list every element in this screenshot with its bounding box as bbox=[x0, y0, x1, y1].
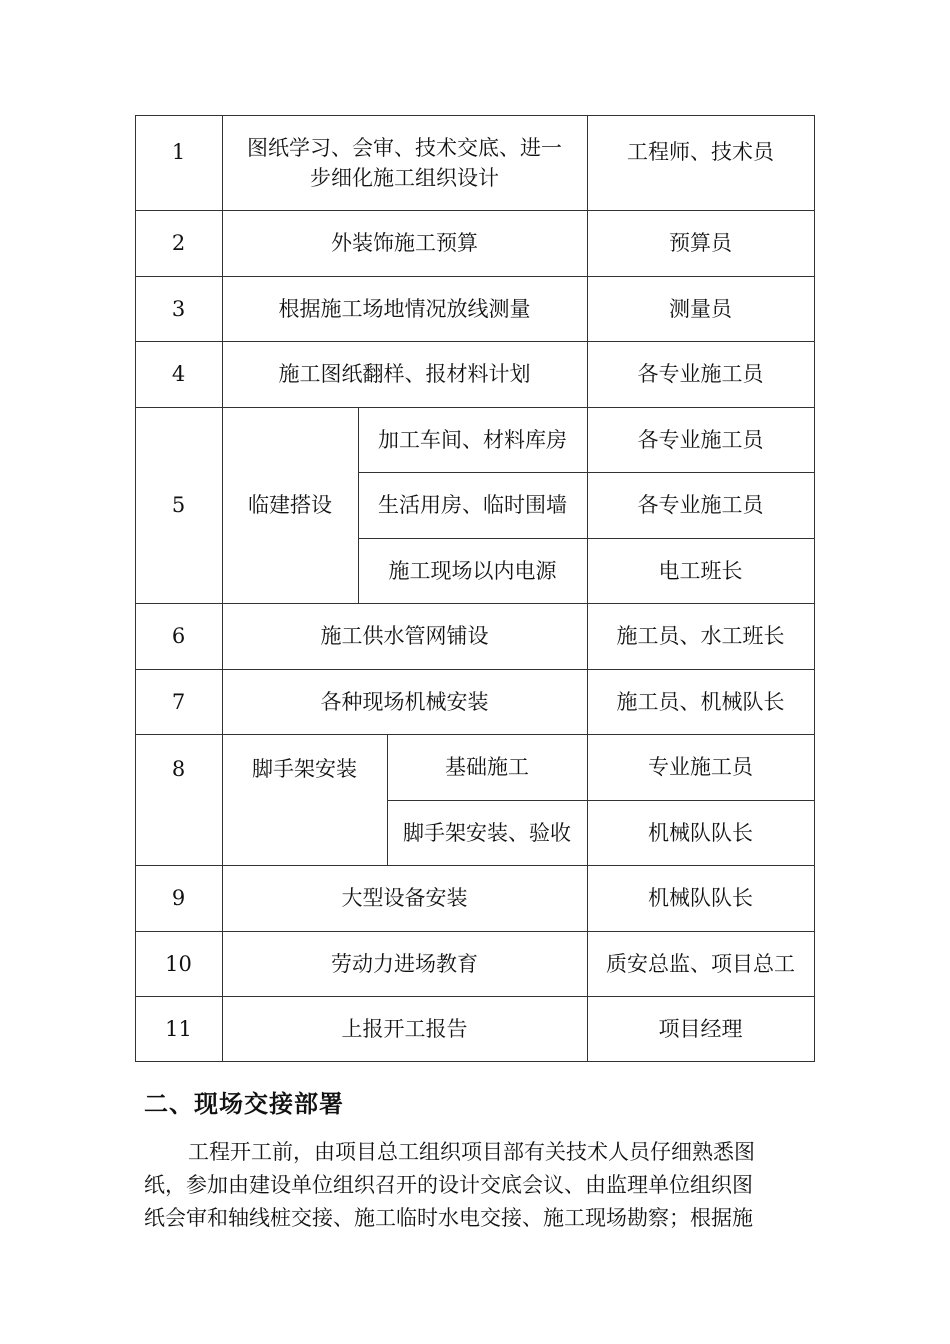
owner-cell: 施工员、机械队长 bbox=[616, 689, 785, 714]
task-cell bbox=[222, 115, 587, 210]
owner-cell: 各专业施工员 bbox=[637, 362, 764, 386]
task-line: 步细化施工组织设计 bbox=[310, 165, 499, 190]
row-number: 3 bbox=[171, 296, 186, 321]
table-rule bbox=[135, 1061, 815, 1062]
owner-cell: 电工班长 bbox=[658, 558, 743, 583]
task-cell: 上报开工报告 bbox=[341, 1016, 468, 1041]
task-cell: 外装饰施工预算 bbox=[331, 231, 478, 255]
owner-cell: 项目经理 bbox=[658, 1016, 743, 1041]
table-rule bbox=[814, 115, 815, 1062]
owner-cell: 机械队队长 bbox=[648, 886, 753, 910]
subtask-cell: 施工现场以内电源 bbox=[388, 558, 557, 583]
row-number: 8 bbox=[171, 757, 186, 781]
task-cell: 施工图纸翻样、报材料计划 bbox=[278, 362, 531, 386]
row-number: 5 bbox=[171, 493, 186, 517]
subtask-cell: 基础施工 bbox=[445, 755, 529, 779]
task-cell: 大型设备安装 bbox=[341, 886, 468, 910]
owner-cell: 施工员、水工班长 bbox=[616, 624, 785, 648]
owner-cell: 测量员 bbox=[669, 296, 732, 321]
task-line: 图纸学习、会审、技术交底、进一 bbox=[247, 135, 562, 160]
subtask-cell: 加工车间、材料库房 bbox=[378, 427, 567, 452]
paragraph-line: 纸，参加由建设单位组织召开的设计交底会议、由监理单位组织图 bbox=[144, 1173, 753, 1197]
row-number: 9 bbox=[171, 886, 186, 910]
row-number: 2 bbox=[171, 231, 186, 255]
owner-cell: 质安总监、项目总工 bbox=[606, 951, 795, 976]
task-cell: 各种现场机械安装 bbox=[320, 689, 489, 714]
row-number: 4 bbox=[171, 362, 186, 386]
owner-cell: 各专业施工员 bbox=[637, 427, 764, 452]
owner-cell: 预算员 bbox=[669, 231, 732, 255]
paragraph-line: 工程开工前，由项目总工组织项目部有关技术人员仔细熟悉图 bbox=[188, 1140, 755, 1164]
paragraph-line: 纸会审和轴线桩交接、施工临时水电交接、施工现场勘察；根据施 bbox=[144, 1206, 753, 1230]
owner-cell: 机械队队长 bbox=[648, 820, 753, 845]
row-number: 1 bbox=[171, 140, 186, 164]
row-number: 6 bbox=[171, 624, 186, 648]
task-cell: 根据施工场地情况放线测量 bbox=[278, 296, 531, 321]
owner-cell: 各专业施工员 bbox=[637, 493, 764, 517]
task-cell: 脚手架安装 bbox=[252, 757, 357, 781]
task-cell: 劳动力进场教育 bbox=[331, 951, 478, 976]
owner-cell: 专业施工员 bbox=[648, 755, 753, 779]
row-number: 11 bbox=[165, 1016, 192, 1041]
row-number: 7 bbox=[171, 689, 186, 714]
owner-cell: 工程师、技术员 bbox=[627, 140, 774, 164]
subtask-cell: 脚手架安装、验收 bbox=[403, 820, 571, 845]
task-cell: 临建搭设 bbox=[248, 493, 332, 517]
body-paragraph bbox=[144, 1136, 806, 1235]
task-cell: 施工供水管网铺设 bbox=[320, 624, 489, 648]
subtask-cell: 生活用房、临时围墙 bbox=[378, 493, 567, 517]
row-number: 10 bbox=[165, 951, 192, 976]
section-heading: 二、现场交接部署 bbox=[144, 1090, 344, 1118]
